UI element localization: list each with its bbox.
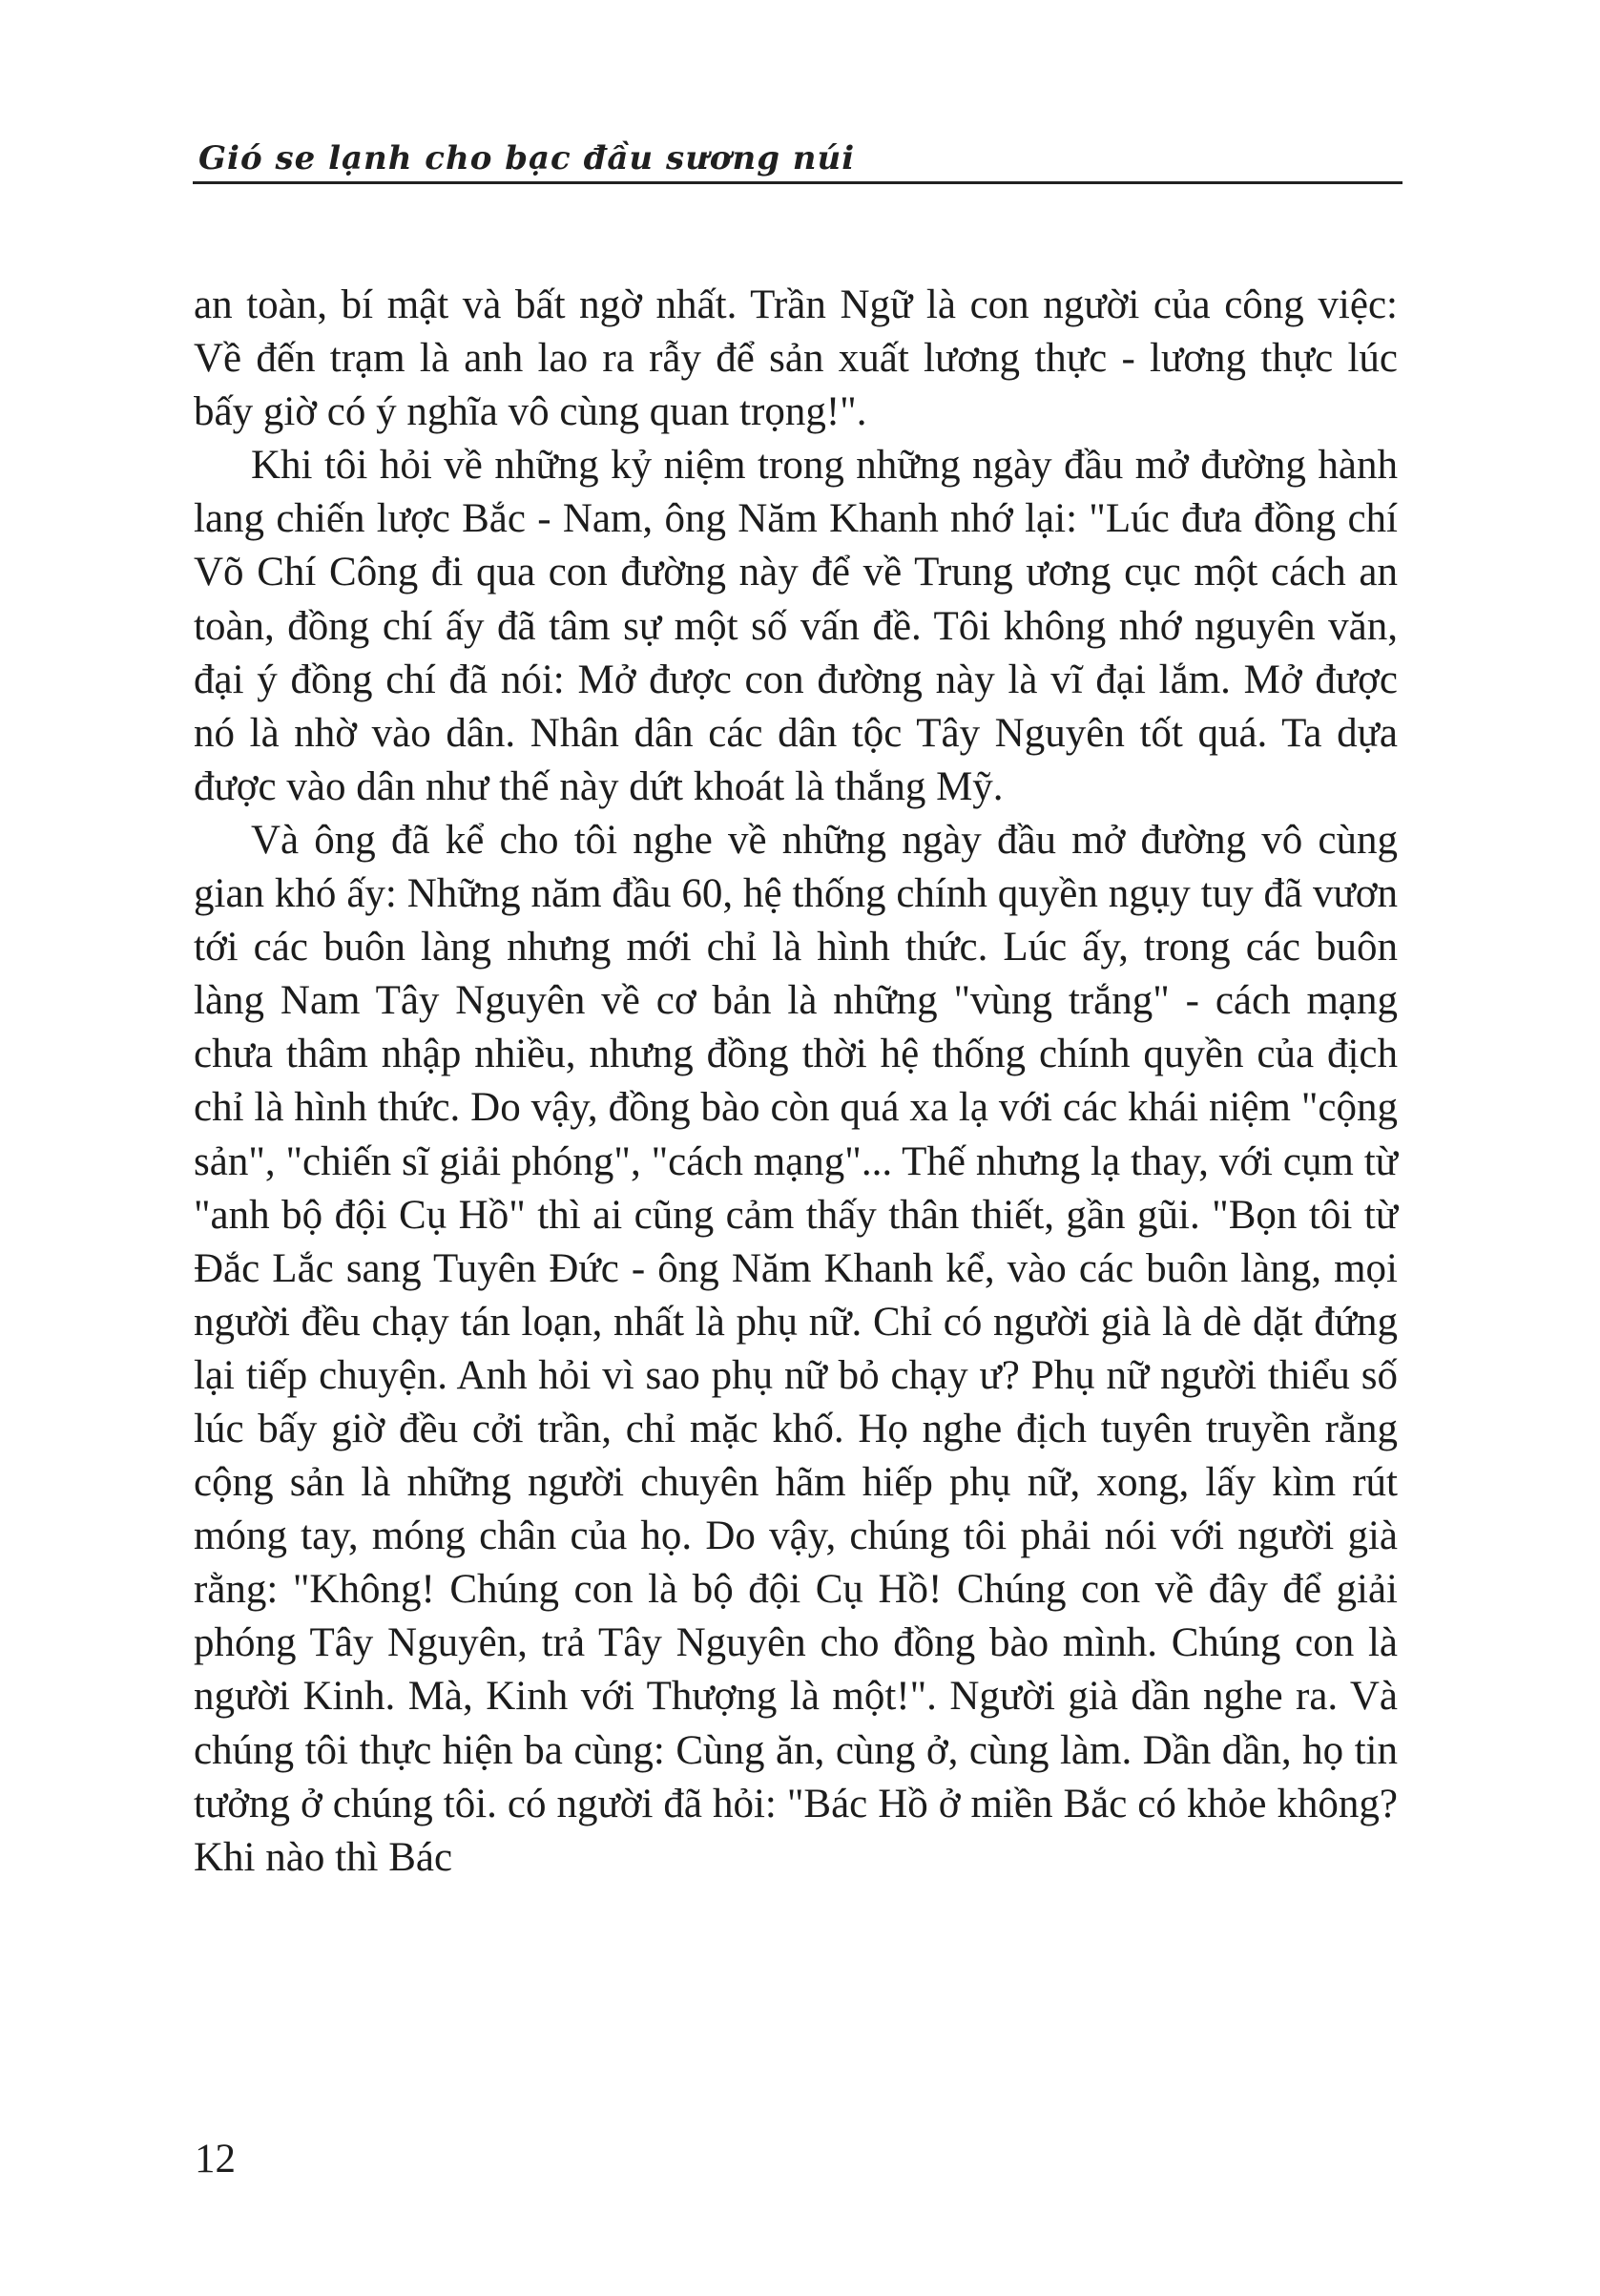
- running-header: [193, 141, 1403, 184]
- page-number: 12: [195, 2137, 236, 2181]
- paragraph: Khi tôi hỏi về những kỷ niệm trong những ngày đầu mở đường hành lang chiến lược Bắc - Nam, ông Năm Khanh nhớ lại: "Lúc đưa đồng chí Võ Chí Công đi qua con đường này để về Trung ương cục một cách an toàn, đồng chí ấy đã tâm sự một số vấn đề. Tôi không nhớ nguyên văn, đại ý đồng chí đã nói: Mở được con đường này là vĩ đại lắm. Mở được nó là nhờ vào dân. Nhân dân các dân tộc Tây Nguyên tốt quá. Ta dựa được vào dân như thế này dứt khoát là thắng Mỹ.: [194, 443, 1398, 809]
- paragraph-continued: an toàn, bí mật và bất ngờ nhất. Trần Ngữ là con người của công việc: Về đến trạm là anh lao ra rẫy để sản xuất lương thực - lương thực lúc bấy giờ có ý nghĩa vô cùng quan trọng!".: [194, 282, 1398, 435]
- body-text: [194, 279, 1398, 1885]
- running-title: Gió se lạnh cho bạc đầu sương núi: [198, 139, 856, 177]
- paragraph: Và ông đã kể cho tôi nghe về những ngày đầu mở đường vô cùng gian khó ấy: Những năm đầu 60, hệ thống chính quyền ngụy tuy đã vươn tới các buôn làng nhưng mới chỉ là hình thức. Lúc ấy, trong các buôn làng Nam Tây Nguyên về cơ bản là những "vùng trắng" - cách mạng chưa thâm nhập nhiều, nhưng đồng thời hệ thống chính quyền của địch chỉ là hình thức. Do vậy, đồng bào còn quá xa lạ với các khái niệm "cộng sản", "chiến sĩ giải phóng", "cách mạng"... Thế nhưng lạ thay, với cụm từ "anh bộ đội Cụ Hồ" thì ai cũng cảm thấy thân thiết, gần gũi. "Bọn tôi từ Đắc Lắc sang Tuyên Đức - ông Năm Khanh kể, vào các buôn làng, mọi người đều chạy tán loạn, nhất là phụ nữ. Chỉ có người già là dè dặt đứng lại tiếp chuyện. Anh hỏi vì sao phụ nữ bỏ chạy ư? Phụ nữ người thiểu số lúc bấy giờ đều cởi trần, chỉ mặc khố. Họ nghe địch tuyên truyền rằng cộng sản là những người chuyên hãm hiếp phụ nữ, xong, lấy kìm rút móng tay, móng chân của họ. Do vậy, chúng tôi phải nói với người già rằng: "Không! Chúng con là bộ đội Cụ Hồ! Chúng con về đây để giải phóng Tây Nguyên, trả Tây Nguyên cho đồng bào mình. Chúng con là người Kinh. Mà, Kinh với Thượng là một!". Người già dần nghe ra. Và chúng tôi thực hiện ba cùng: Cùng ăn, cùng ở, cùng làm. Dần dần, họ tin tưởng ở chúng tôi. có người đã hỏi: "Bác Hồ ở miền Bắc có khỏe không? Khi nào thì Bác: [194, 817, 1398, 1880]
